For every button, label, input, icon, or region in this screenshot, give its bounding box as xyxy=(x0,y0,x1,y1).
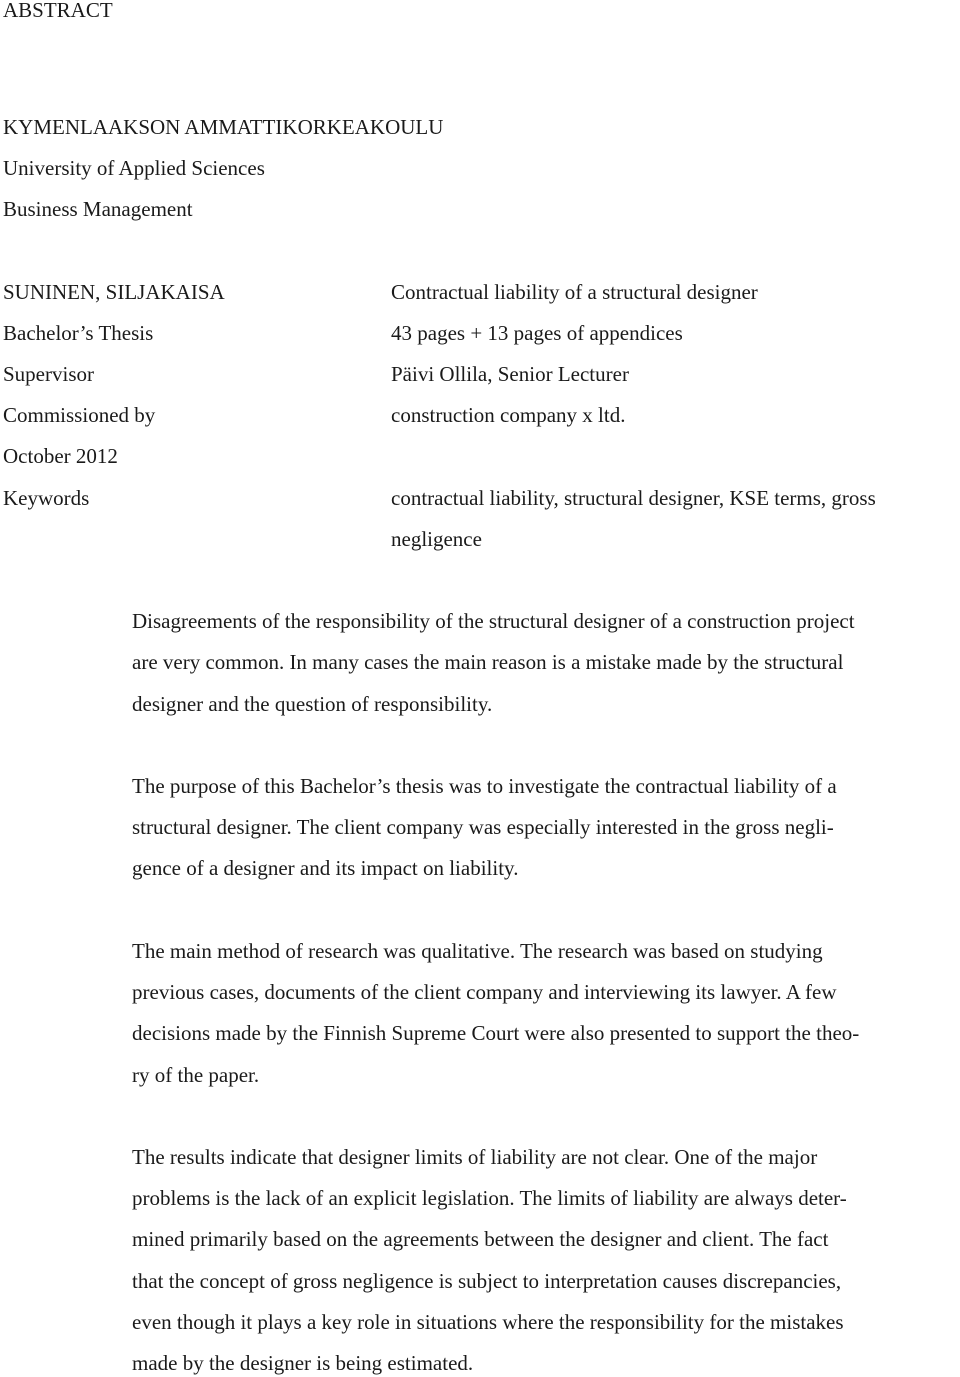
author-name: SUNINEN, SILJAKAISA xyxy=(3,280,225,304)
keywords-line-2: negligence xyxy=(391,527,482,551)
page-heading: ABSTRACT xyxy=(3,0,113,22)
supervisor-label: Supervisor xyxy=(3,362,94,386)
page-count: 43 pages + 13 pages of appendices xyxy=(391,321,683,345)
paragraph-line: designer and the question of responsibility. xyxy=(132,692,493,716)
paragraph-line: mined primarily based on the agreements between the designer and client. The fact xyxy=(132,1227,829,1251)
paragraph-line: The purpose of this Bachelor’s thesis was to investigate the contractual liability of a xyxy=(132,774,837,798)
paragraph-line: even though it plays a key role in situations where the responsibility for the mistakes xyxy=(132,1310,844,1334)
commissioned-value: construction company x ltd. xyxy=(391,403,626,427)
keywords-label: Keywords xyxy=(3,486,90,510)
keywords-line-1: contractual liability, structural designer, KSE terms, gross xyxy=(391,486,876,510)
supervisor-value: Päivi Ollila, Senior Lecturer xyxy=(391,362,629,386)
paragraph-line: previous cases, documents of the client company and interviewing its lawyer. A few xyxy=(132,980,837,1004)
institution-subtitle: University of Applied Sciences xyxy=(3,156,265,180)
paragraph-line: that the concept of gross negligence is subject to interpretation causes discrepancies, xyxy=(132,1269,842,1293)
commissioned-label: Commissioned by xyxy=(3,403,156,427)
paragraph-line: The results indicate that designer limits of liability are not clear. One of the major xyxy=(132,1145,818,1169)
institution-name: KYMENLAAKSON AMMATTIKORKEAKOULU xyxy=(3,115,444,139)
paragraph-line: The main method of research was qualitative. The research was based on studying xyxy=(132,939,823,963)
paragraph-line: structural designer. The client company was especially interested in the gross negli- xyxy=(132,815,834,839)
paragraph-line: decisions made by the Finnish Supreme Court were also presented to support the theo- xyxy=(132,1021,860,1045)
paragraph-line: ry of the paper. xyxy=(132,1063,260,1087)
paragraph-line: Disagreements of the responsibility of the structural designer of a construction project xyxy=(132,609,855,633)
paragraph-line: problems is the lack of an explicit legislation. The limits of liability are always deter- xyxy=(132,1186,847,1210)
program-name: Business Management xyxy=(3,197,193,221)
paragraph-line: made by the designer is being estimated. xyxy=(132,1351,474,1375)
paragraph-line: are very common. In many cases the main reason is a mistake made by the structural xyxy=(132,650,844,674)
thesis-label: Bachelor’s Thesis xyxy=(3,321,154,345)
thesis-title: Contractual liability of a structural designer xyxy=(391,280,758,304)
paragraph-line: gence of a designer and its impact on liability. xyxy=(132,856,519,880)
thesis-date: October 2012 xyxy=(3,444,118,468)
